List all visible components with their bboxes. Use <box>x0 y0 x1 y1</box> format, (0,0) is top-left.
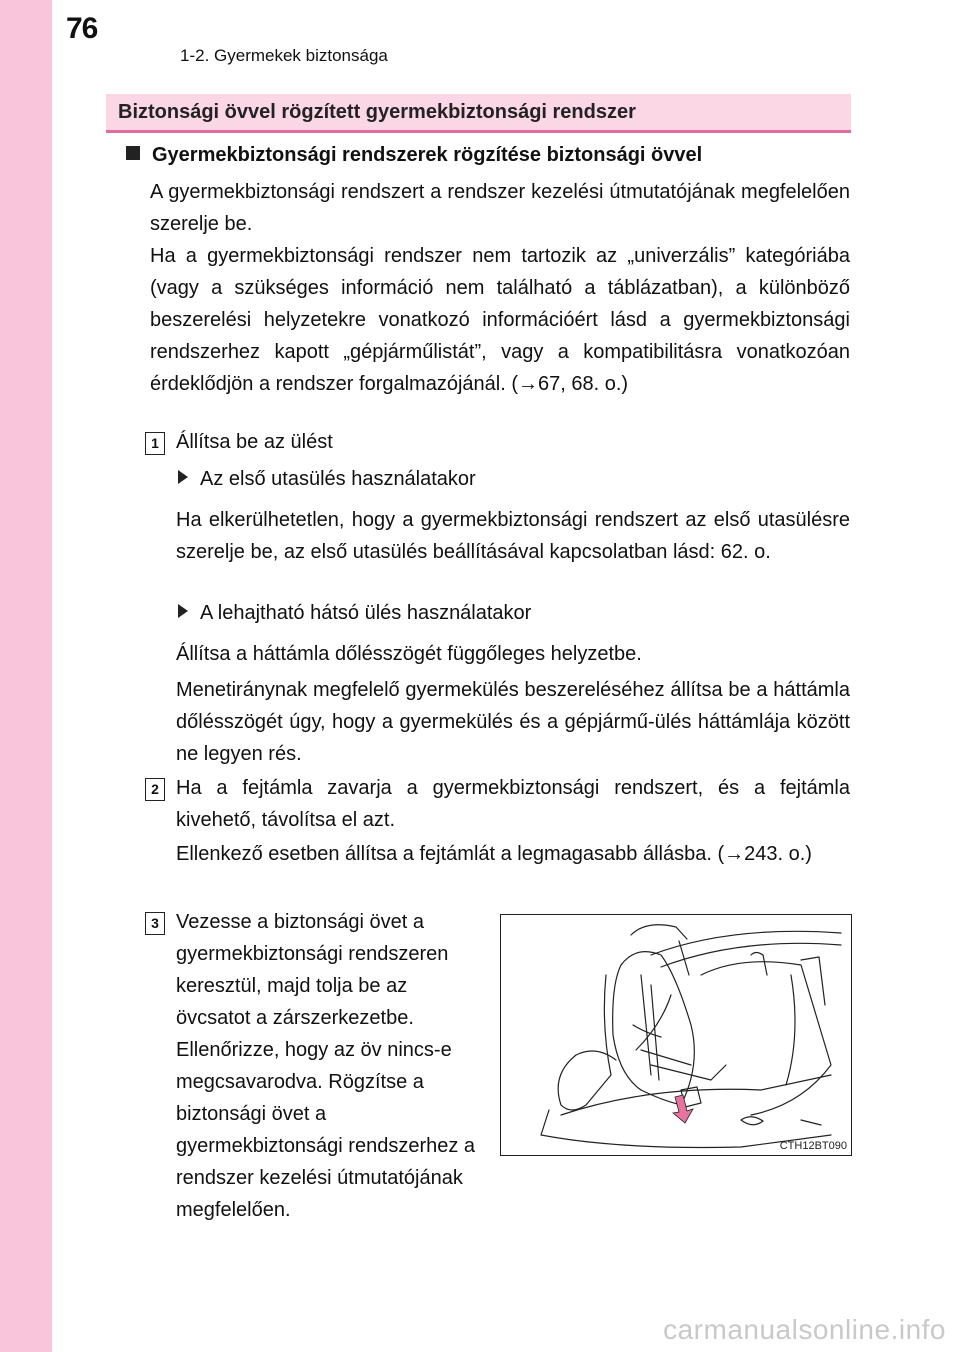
triangle-bullet-icon <box>178 604 188 618</box>
page-sidebar-tab <box>0 0 52 1352</box>
rear-seat-text-2: Menetiránynak megfelelő gyermekülés beszereléséhez állítsa be a háttámla dőlésszögét úgy, hogy a gyermekülés és a gépjármű-ülés háttámlája között ne legyen rés. <box>176 679 850 765</box>
insert-arrow-icon <box>673 1095 693 1123</box>
step-2-text: Ha a fejtámla zavarja a gyermekbiztonsági rendszert, és a fejtámla kivehető, távolítsa el azt. <box>176 777 850 831</box>
step-1-text: Állítsa be az ülést <box>176 431 333 453</box>
bullet-rear-seat <box>178 602 531 625</box>
triangle-bullet-icon <box>178 470 188 484</box>
step-number-3: 3 <box>145 912 165 935</box>
section-banner <box>106 94 851 133</box>
watermark: carmanualsonline.info <box>663 1314 946 1345</box>
intro-paragraph-1: A gyermekbiztonsági rendszert a rendszer kezelési útmutatójának megfelelően szerelje be. <box>150 181 850 235</box>
subsection-heading <box>126 144 702 167</box>
subsection-title: Gyermekbiztonsági rendszerek rögzítése biztonsági övvel <box>152 144 703 166</box>
square-bullet-icon <box>126 146 140 160</box>
bullet-front-seat-label: Az első utasülés használatakor <box>200 468 476 490</box>
figure-code: CTH12BT090 <box>779 1140 847 1152</box>
step-2-text-2: Ellenkező esetben állítsa a fejtámlát a legmagasabb állásba. (→243. o.) <box>176 843 812 865</box>
page-number: 76 <box>66 12 98 45</box>
running-header: 1-2. Gyermekek biztonsága <box>180 46 388 65</box>
step-number-1: 1 <box>145 432 165 455</box>
bullet-rear-seat-label: A lehajtható hátsó ülés használatakor <box>200 602 532 624</box>
bullet-front-seat <box>178 468 476 491</box>
section-title: Biztonsági övvel rögzített gyermekbiztonsági rendszer <box>118 101 636 123</box>
step-3-text: Vezesse a biztonsági övet a gyermekbiztonsági rendszeren keresztül, majd tolja be az övcsatot a zárszerkezetbe. Ellenőrizze, hogy az öv nincs-e megcsavarodva. Rögzítse a biztonsági övet a gyermekbiztonsági rendszerhez a rendszer kezelési útmutatójának megfelelően. <box>176 911 476 1221</box>
child-seat-illustration <box>500 914 852 1156</box>
front-seat-text: Ha elkerülhetetlen, hogy a gyermekbiztonsági rendszert az első utasülésre szerelje be, az első utasülés beállításával kapcsolatban lásd: 62. o. <box>176 509 850 563</box>
intro-paragraph-2: Ha a gyermekbiztonsági rendszer nem tartozik az „univerzális” kategóriába (vagy a szükséges információ nem található a táblázatban), a különböző beszerelési helyzetekre vonatkozó információért lásd a gyermekbiztonsági rendszerhez kapott „gépjárműlistát”, vagy a kompatibilitásra vonatkozóan érdeklődjön a rendszer forgalmazójánál. (→67, 68. o.) <box>150 245 850 395</box>
rear-seat-text-1: Állítsa a háttámla dőlésszögét függőleges helyzetbe. <box>176 643 642 665</box>
step-number-2: 2 <box>145 778 165 801</box>
seat-drawing <box>501 915 851 1155</box>
